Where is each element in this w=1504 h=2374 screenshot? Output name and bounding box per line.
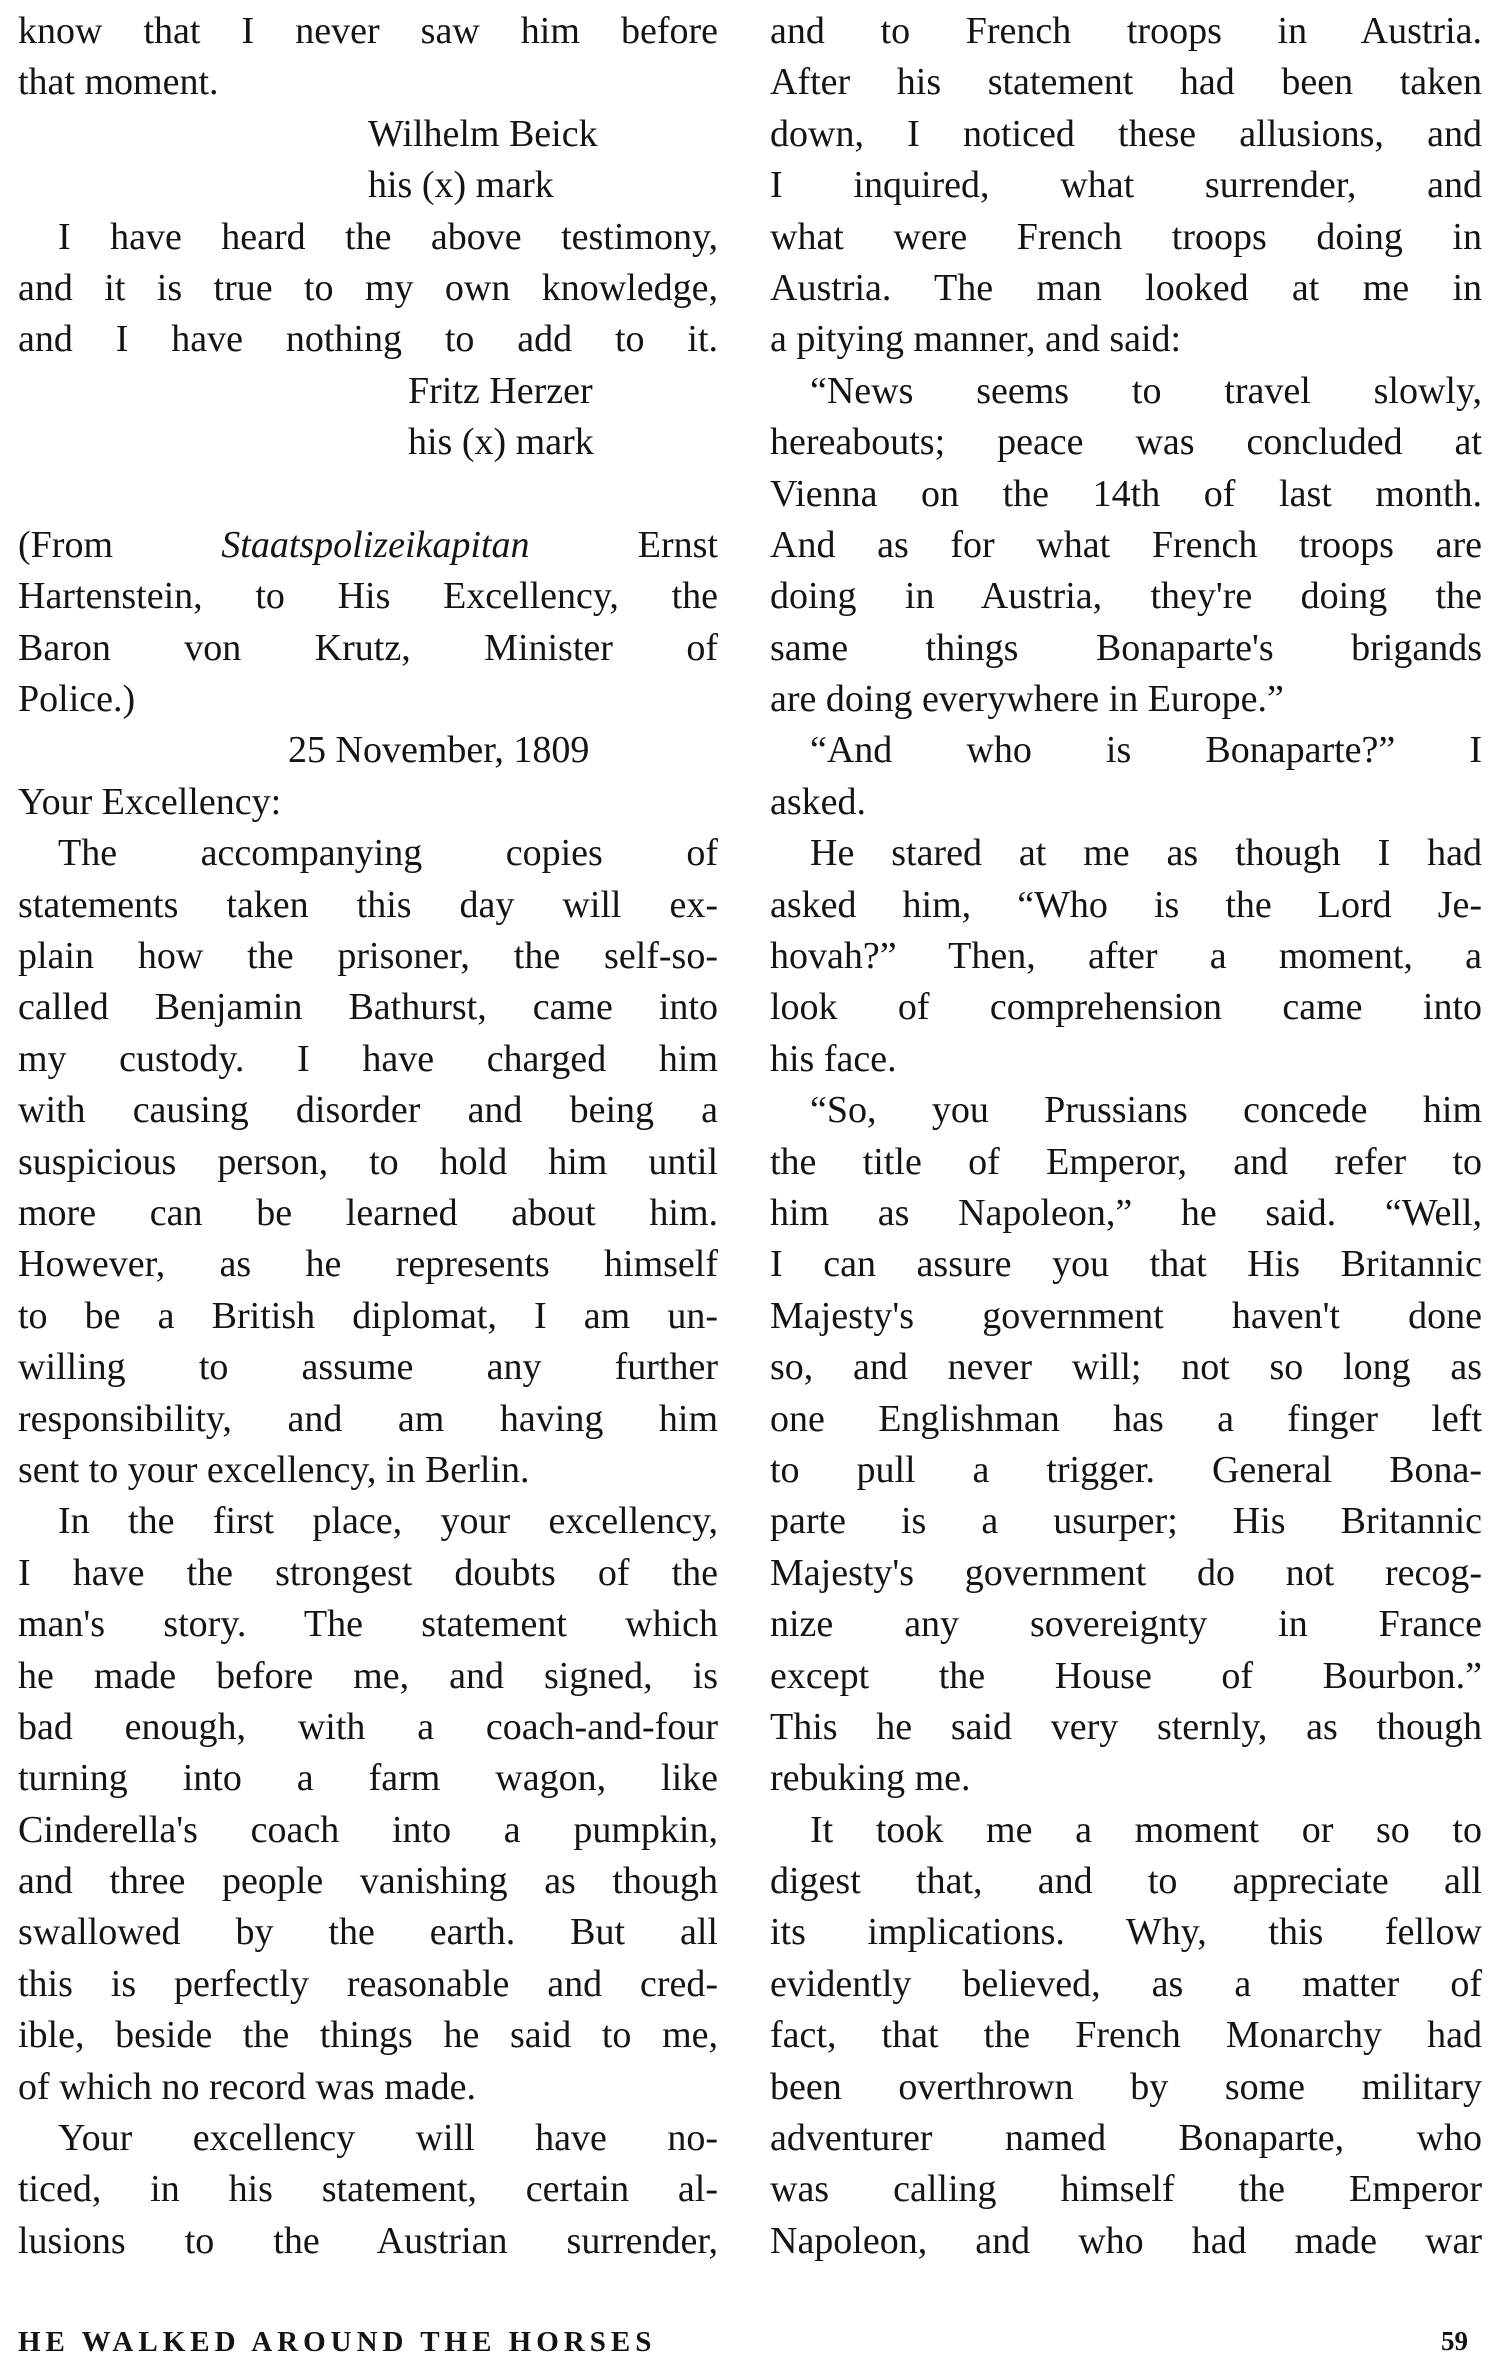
text-line: ticed, in his statement, certain al- <box>18 2168 718 2211</box>
text-line: asked. <box>770 780 867 823</box>
text-line: I have the strongest doubts of the <box>18 1551 718 1594</box>
text-line: of which no record was made. <box>18 2065 476 2108</box>
right-column <box>770 6 1482 2267</box>
text-line: been overthrown by some military <box>770 2065 1482 2108</box>
letter-heading-line: Hartenstein, to His Excellency, the <box>18 575 718 618</box>
text-line: hereabouts; peace was concluded at <box>770 421 1482 464</box>
text-line: I can assure you that His Britannic <box>770 1243 1482 1286</box>
text-line: I inquired, what surrender, and <box>770 164 1482 207</box>
text-line: doing in Austria, they're doing the <box>770 575 1482 618</box>
heading-name: Ernst <box>529 523 718 566</box>
text-line: suspicious person, to hold him until <box>18 1140 718 1183</box>
text-line: However, as he represents himself <box>18 1243 718 1286</box>
page-number: 59 <box>1441 2326 1468 2356</box>
signature-name: Fritz Herzer <box>408 369 593 412</box>
text-line: lusions to the Austrian surrender, <box>18 2219 718 2262</box>
text-line: Austria. The man looked at me in <box>770 266 1482 309</box>
text-line: bad enough, with a coach-and-four <box>18 1705 718 1748</box>
text-line: willing to assume any further <box>18 1346 718 1389</box>
text-line: down, I noticed these allusions, and <box>770 112 1482 155</box>
text-line: except the House of Bourbon.” <box>770 1654 1482 1697</box>
text-line: look of comprehension came into <box>770 986 1482 1029</box>
text-line: turning into a farm wagon, like <box>18 1757 718 1800</box>
signature-mark: his (x) mark <box>408 421 594 464</box>
text-line: sent to your excellency, in Berlin. <box>18 1448 530 1491</box>
text-line: adventurer named Bonaparte, who <box>770 2117 1482 2160</box>
text-line: same things Bonaparte's brigands <box>770 626 1482 669</box>
text-line: Napoleon, and who had made war <box>770 2219 1482 2262</box>
text-line: fact, that the French Monarchy had <box>770 2014 1482 2057</box>
text-line: swallowed by the earth. But all <box>18 1911 718 1954</box>
running-title: HE WALKED AROUND THE HORSES <box>18 2326 657 2358</box>
text-line: This he said very sternly, as though <box>770 1705 1482 1748</box>
text-line: The accompanying copies of <box>58 832 718 875</box>
text-line: to be a British diplomat, I am un- <box>18 1294 718 1337</box>
text-line: one Englishman has a finger left <box>770 1397 1482 1440</box>
text-line: he made before me, and signed, is <box>18 1654 718 1697</box>
text-line: statements taken this day will ex- <box>18 883 718 926</box>
text-line: man's story. The statement which <box>18 1603 718 1646</box>
text-line: that moment. <box>18 61 219 104</box>
text-line: Your excellency will have no- <box>58 2117 718 2160</box>
salutation: Your Excellency: <box>18 780 282 823</box>
letter-heading-line <box>18 520 718 571</box>
text-line: And as for what French troops are <box>770 523 1482 566</box>
text-line: Cinderella's coach into a pumpkin, <box>18 1808 718 1851</box>
text-line: to pull a trigger. General Bona- <box>770 1448 1482 1491</box>
text-line: Vienna on the 14th of last month. <box>770 472 1482 515</box>
text-line: hovah?” Then, after a moment, a <box>770 935 1482 978</box>
text-line: know that I never saw him before <box>18 10 718 52</box>
text-line: Majesty's government haven't done <box>770 1294 1482 1337</box>
text-line: what were French troops doing in <box>770 215 1482 258</box>
text-line: digest that, and to appreciate all <box>770 1860 1482 1903</box>
text-line: more can be learned about him. <box>18 1191 718 1234</box>
text-line: and it is true to my own knowledge, <box>18 266 718 309</box>
text-line: this is perfectly reasonable and cred- <box>18 1962 718 2005</box>
letter-heading-line: Police.) <box>18 678 136 721</box>
signature-name: Wilhelm Beick <box>368 112 598 155</box>
text-line: and I have nothing to add to it. <box>18 318 718 361</box>
text-line: called Benjamin Bathurst, came into <box>18 986 718 1029</box>
left-column <box>18 6 718 2267</box>
text-line: It took me a moment or so to <box>810 1808 1482 1851</box>
signature-mark: his (x) mark <box>368 164 554 207</box>
text-line: and to French troops in Austria. <box>770 10 1482 52</box>
heading-prefix: (From <box>18 523 222 566</box>
text-line: him as Napoleon,” he said. “Well, <box>770 1191 1482 1234</box>
text-line: Majesty's government do not recog- <box>770 1551 1482 1594</box>
heading-title-italic: Staatspolizeikapitan <box>221 523 530 566</box>
text-line: responsibility, and am having him <box>18 1397 718 1440</box>
letter-heading-line: Baron von Krutz, Minister of <box>18 626 718 669</box>
blank-line <box>18 469 718 520</box>
text-line: nize any sovereignty in France <box>770 1603 1482 1646</box>
text-line: plain how the prisoner, the self-so- <box>18 935 718 978</box>
text-line: are doing everywhere in Europe.” <box>770 678 1284 721</box>
text-line: evidently believed, as a matter of <box>770 1962 1482 2005</box>
text-line: “So, you Prussians concede him <box>810 1089 1482 1132</box>
text-line: parte is a usurper; His Britannic <box>770 1500 1482 1543</box>
text-line: was calling himself the Emperor <box>770 2168 1482 2211</box>
page-footer <box>18 2326 1482 2366</box>
text-line: “And who is Bonaparte?” I <box>810 729 1482 772</box>
text-line: In the first place, your excellency, <box>58 1500 718 1543</box>
text-line: and three people vanishing as though <box>18 1860 718 1903</box>
text-line: ible, beside the things he said to me, <box>18 2014 718 2057</box>
text-line: so, and never will; not so long as <box>770 1346 1482 1389</box>
text-line: I have heard the above testimony, <box>58 215 718 258</box>
text-line: the title of Emperor, and refer to <box>770 1140 1482 1183</box>
text-line: rebuking me. <box>770 1757 971 1800</box>
text-line: its implications. Why, this fellow <box>770 1911 1482 1954</box>
letter-date: 25 November, 1809 <box>288 729 590 772</box>
text-line: After his statement had been taken <box>770 61 1482 104</box>
text-line: “News seems to travel slowly, <box>810 369 1482 412</box>
text-line: with causing disorder and being a <box>18 1089 718 1132</box>
text-line: his face. <box>770 1037 897 1080</box>
text-line: He stared at me as though I had <box>810 832 1482 875</box>
text-line: my custody. I have charged him <box>18 1037 718 1080</box>
text-line: asked him, “Who is the Lord Je- <box>770 883 1482 926</box>
text-line: a pitying manner, and said: <box>770 318 1182 361</box>
